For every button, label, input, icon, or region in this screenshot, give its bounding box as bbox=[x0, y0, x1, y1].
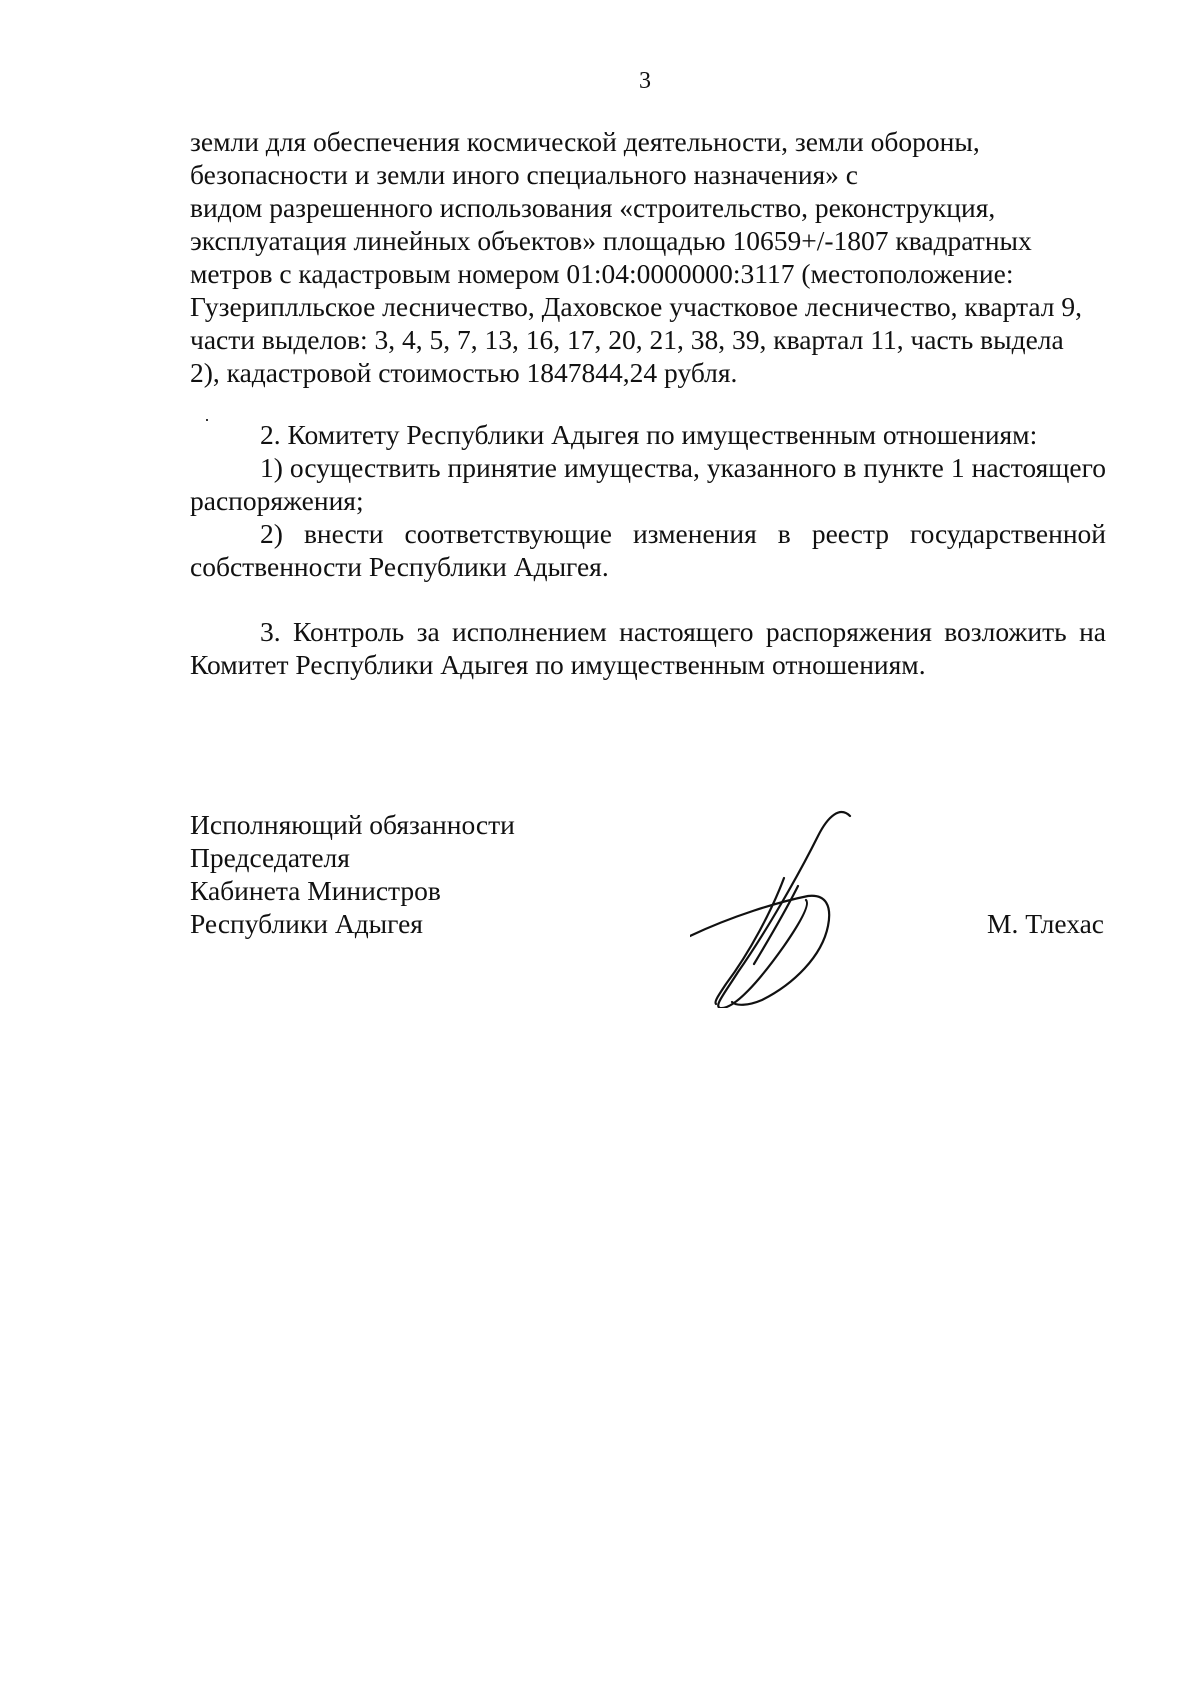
signer-name: М. Тлехас bbox=[987, 908, 1104, 939]
section-3-text: 3. Контроль за исполнением настоящего распоряжения возложить на Комитет Республики Адыгея по имущественным отношениям. bbox=[190, 616, 1106, 680]
page-number: 3 bbox=[639, 68, 651, 94]
paragraph-1-line: метров с кадастровым номером 01:04:0000000:3117 (местоположение: bbox=[190, 258, 1014, 289]
paragraph-1 bbox=[190, 125, 1106, 389]
paragraph-1-line: земли для обеспечения космической деятельности, земли обороны, bbox=[190, 126, 980, 157]
signatory-title bbox=[190, 808, 515, 940]
paragraph-1-line: части выделов: 3, 4, 5, 7, 13, 16, 17, 20, 21, 38, 39, квартал 11, часть выдела bbox=[190, 324, 1064, 355]
signatory-title-line: Республики Адыгея bbox=[190, 908, 423, 939]
section-2-item-2: 2) внести соответствующие изменения в реестр государственной собственности Республики Адыгея. bbox=[190, 518, 1106, 582]
paragraph-1-line: видом разрешенного использования «строительство, реконструкция, bbox=[190, 192, 996, 223]
signatory-title-line: Кабинета Министров bbox=[190, 875, 441, 906]
handwritten-signature bbox=[690, 808, 880, 1008]
paragraph-1-line: Гузериплльское лесничество, Даховское участковое лесничество, квартал 9, bbox=[190, 291, 1083, 322]
paragraph-1-line: безопасности и земли иного специального назначения» с bbox=[190, 159, 859, 190]
paragraph-1-line: эксплуатация линейных объектов» площадью 10659+/-1807 квадратных bbox=[190, 225, 1032, 256]
section-2-item-1: 1) осуществить принятие имущества, указанного в пункте 1 настоящего распоряжения; bbox=[190, 452, 1106, 516]
section-2-heading: 2. Комитету Республики Адыгея по имущественным отношениям: bbox=[260, 419, 1038, 450]
signatory-title-line: Председателя bbox=[190, 842, 350, 873]
signatory-title-line: Исполняющий обязанности bbox=[190, 809, 515, 840]
paragraph-1-line: 2), кадастровой стоимостью 1847844,24 рубля. bbox=[190, 357, 738, 388]
section-2 bbox=[190, 418, 1106, 583]
section-3 bbox=[190, 615, 1106, 681]
